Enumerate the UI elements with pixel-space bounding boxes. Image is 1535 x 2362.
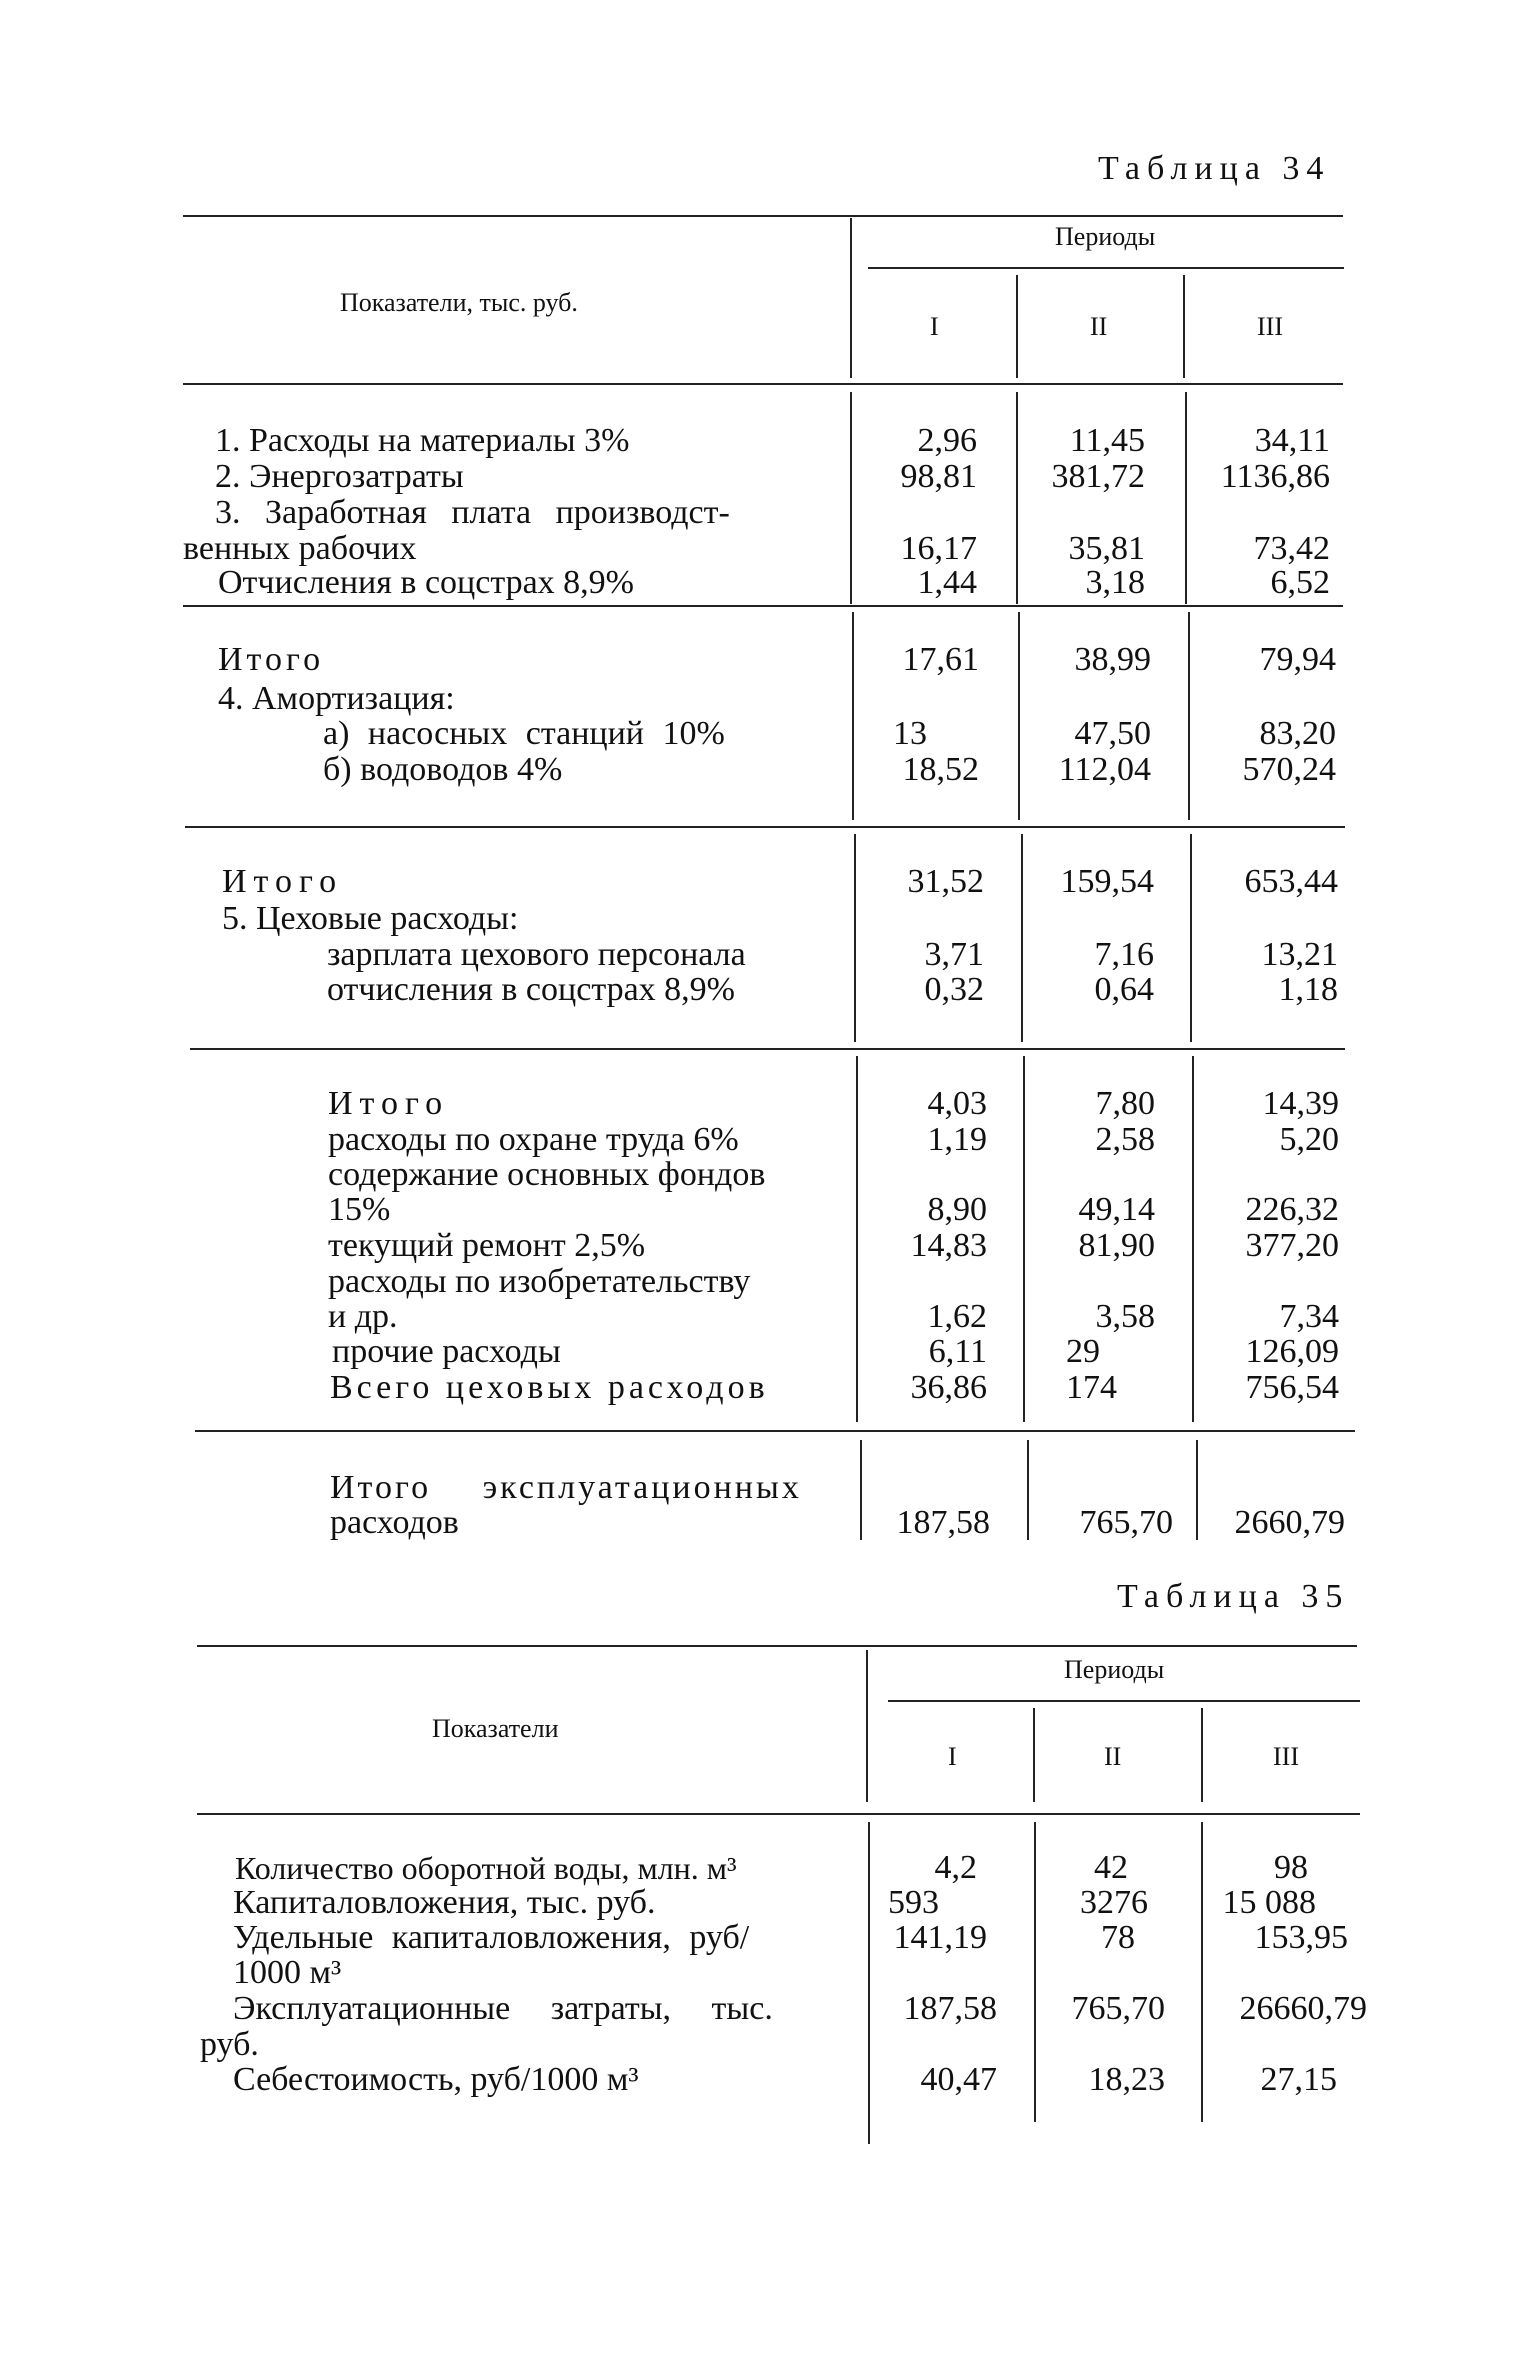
cell-period-3: 27,15: [1260, 2061, 1337, 2098]
cell-period-1: 593: [888, 1884, 939, 1921]
cell-period-3: 377,20: [1245, 1227, 1339, 1264]
cell-period-3: 1,18: [1278, 971, 1338, 1008]
cell-period-1: 1,19: [927, 1121, 987, 1158]
row-label: 1000 м³: [233, 1954, 342, 1991]
cell-period-3: 226,32: [1245, 1191, 1339, 1228]
cell-period-2: 3,58: [1095, 1298, 1155, 1335]
cell-period-2: 7,80: [1095, 1085, 1155, 1122]
cell-period-2: 3276: [1080, 1884, 1148, 1921]
table-35-indicator-header: Показатели: [432, 1714, 559, 1743]
row-label: 2. Энергозатраты: [215, 458, 464, 495]
cell-period-3: 1136,86: [1220, 458, 1330, 495]
cell-period-3: 14,39: [1262, 1085, 1339, 1122]
table-35-col-II: II: [1104, 1742, 1122, 1771]
table-row: [0, 1850, 1535, 1886]
row-label: Эксплуатационные затраты, тыс.: [233, 1990, 773, 2027]
cell-period-2: 35,81: [1068, 530, 1145, 567]
table-35-periods-header: Периоды: [1064, 1655, 1165, 1684]
row-label: Себестоимость, руб/1000 м³: [233, 2061, 639, 2098]
cell-period-1: 141,19: [893, 1919, 987, 1956]
row-label: Итого эксплуатационных: [330, 1469, 802, 1506]
table-34-col-I: I: [930, 312, 939, 341]
row-label: 4. Амортизация:: [218, 680, 455, 717]
table-35-header-bottom-rule: [197, 1813, 1360, 1815]
cell-period-1: 4,03: [927, 1085, 987, 1122]
cell-period-1: 98,81: [900, 458, 977, 495]
cell-period-1: 36,86: [910, 1369, 987, 1406]
cell-period-1: 187,58: [903, 1990, 997, 2027]
cell-period-2: 18,23: [1088, 2061, 1165, 2098]
table-35-periods-rule: [888, 1700, 1360, 1702]
cell-period-1: 31,52: [907, 863, 984, 900]
cell-period-1: 4,2: [934, 1849, 977, 1886]
cell-period-3: 79,94: [1259, 641, 1336, 678]
cell-period-2: 7,16: [1094, 936, 1154, 973]
row-label: руб.: [200, 2026, 259, 2063]
table-row: [0, 2062, 1535, 2098]
row-label: расходы по охране труда 6%: [328, 1121, 739, 1158]
cell-period-3: 153,95: [1254, 1919, 1348, 1956]
cell-period-2: 29: [1066, 1333, 1100, 1370]
cell-period-3: 83,20: [1259, 715, 1336, 752]
cell-period-3: 2660,79: [1234, 1504, 1345, 1541]
cell-period-1: 187,58: [896, 1504, 990, 1541]
cell-period-1: 2,96: [917, 422, 977, 459]
table-row: [0, 1991, 1535, 2027]
cell-period-1: 6,11: [928, 1333, 987, 1370]
row-label: отчисления в соцстрах 8,9%: [327, 971, 735, 1008]
cell-period-1: 13: [893, 715, 927, 752]
cell-period-1: 18,52: [902, 751, 979, 788]
cell-period-2: 0,64: [1094, 971, 1154, 1008]
cell-period-3: 15 088: [1222, 1884, 1316, 1921]
cell-period-2: 47,50: [1074, 715, 1151, 752]
table-row: [0, 1955, 1535, 1991]
cell-period-2: 81,90: [1078, 1227, 1155, 1264]
row-label: Отчисления в соцстрах 8,9%: [218, 564, 635, 601]
row-label: Итого: [222, 863, 344, 900]
row-label: 5. Цеховые расходы:: [222, 900, 519, 937]
table-34-indicator-header: Показатели, тыс. руб.: [340, 288, 578, 317]
cell-period-2: 112,04: [1058, 751, 1151, 788]
table-34-col-II: II: [1090, 312, 1108, 341]
cell-period-1: 1,62: [927, 1298, 987, 1335]
row-label: прочие расходы: [332, 1333, 561, 1370]
cell-period-1: 16,17: [900, 530, 977, 567]
cell-period-3: 570,24: [1242, 751, 1336, 788]
cell-period-3: 73,42: [1253, 530, 1330, 567]
table-35-header-vline-3: [1201, 1708, 1203, 1802]
row-label: а) насосных станций 10%: [323, 715, 725, 752]
cell-period-2: 38,99: [1074, 641, 1151, 678]
cell-period-1: 3,71: [924, 936, 984, 973]
cell-period-2: 159,54: [1060, 863, 1154, 900]
table-row: [0, 2027, 1535, 2063]
cell-period-1: 40,47: [920, 2061, 997, 2098]
cell-period-1: 8,90: [927, 1191, 987, 1228]
cell-period-2: 174: [1066, 1369, 1117, 1406]
table-35-header-vline-1: [866, 1650, 868, 1802]
cell-period-3: 653,44: [1244, 863, 1338, 900]
cell-period-1: 17,61: [902, 641, 979, 678]
row-label: содержание основных фондов: [328, 1156, 766, 1193]
row-label: расходы по изобретательству: [328, 1263, 751, 1300]
cell-period-2: 3,18: [1085, 564, 1145, 601]
cell-period-3: 6,52: [1270, 564, 1330, 601]
cell-period-3: 756,54: [1245, 1369, 1339, 1406]
table-35-col-I: I: [948, 1742, 957, 1771]
row-label: расходов: [330, 1504, 459, 1541]
cell-period-1: 1,44: [917, 564, 977, 601]
cell-period-2: 42: [1094, 1849, 1128, 1886]
cell-period-3: 13,21: [1261, 936, 1338, 973]
cell-period-1: 0,32: [924, 971, 984, 1008]
cell-period-3: 5,20: [1279, 1121, 1339, 1158]
row-label: Капиталовложения, тыс. руб.: [233, 1884, 656, 1921]
cell-period-3: 98: [1274, 1849, 1308, 1886]
table-row: [0, 1885, 1535, 1921]
row-label: б) водоводов 4%: [323, 751, 563, 788]
cell-period-2: 381,72: [1051, 458, 1145, 495]
table-35-col-III: III: [1273, 1742, 1299, 1771]
table-35-caption: Таблица 35: [1117, 1578, 1350, 1615]
row-label: Итого: [218, 641, 325, 678]
row-label: венных рабочих: [183, 530, 417, 567]
cell-period-2: 2,58: [1095, 1121, 1155, 1158]
row-label: и др.: [328, 1298, 398, 1335]
cell-period-2: 78: [1101, 1919, 1135, 1956]
cell-period-2: 11,45: [1069, 422, 1145, 459]
row-label: 1. Расходы на материалы 3%: [215, 422, 630, 459]
table-35-header-vline-2: [1033, 1708, 1035, 1802]
row-label: 15%: [328, 1191, 391, 1228]
row-label: Количество оборотной воды, млн. м³: [235, 1850, 737, 1886]
cell-period-3: 126,09: [1245, 1333, 1339, 1370]
row-label: Удельные капиталовложения, руб/: [233, 1919, 750, 1956]
row-label: Итого: [328, 1085, 450, 1122]
row-label: текущий ремонт 2,5%: [328, 1227, 646, 1264]
table-34-caption: Таблица 34: [1098, 150, 1331, 187]
table-34-periods-header: Периоды: [1055, 222, 1156, 251]
table-row: [0, 1920, 1535, 1956]
table-34-col-III: III: [1257, 312, 1283, 341]
row-label: 3. Заработная плата производст-: [215, 494, 730, 531]
cell-period-2: 765,70: [1079, 1504, 1173, 1541]
table-35-top-rule: [197, 1645, 1357, 1647]
row-label: Всего цеховых расходов: [330, 1369, 769, 1406]
cell-period-3: 26660,79: [1239, 1990, 1367, 2027]
cell-period-3: 7,34: [1279, 1298, 1339, 1335]
cell-period-2: 49,14: [1078, 1191, 1155, 1228]
row-label: зарплата цехового персонала: [327, 936, 746, 973]
cell-period-3: 34,11: [1254, 422, 1330, 459]
cell-period-1: 14,83: [910, 1227, 987, 1264]
cell-period-2: 765,70: [1071, 1990, 1165, 2027]
